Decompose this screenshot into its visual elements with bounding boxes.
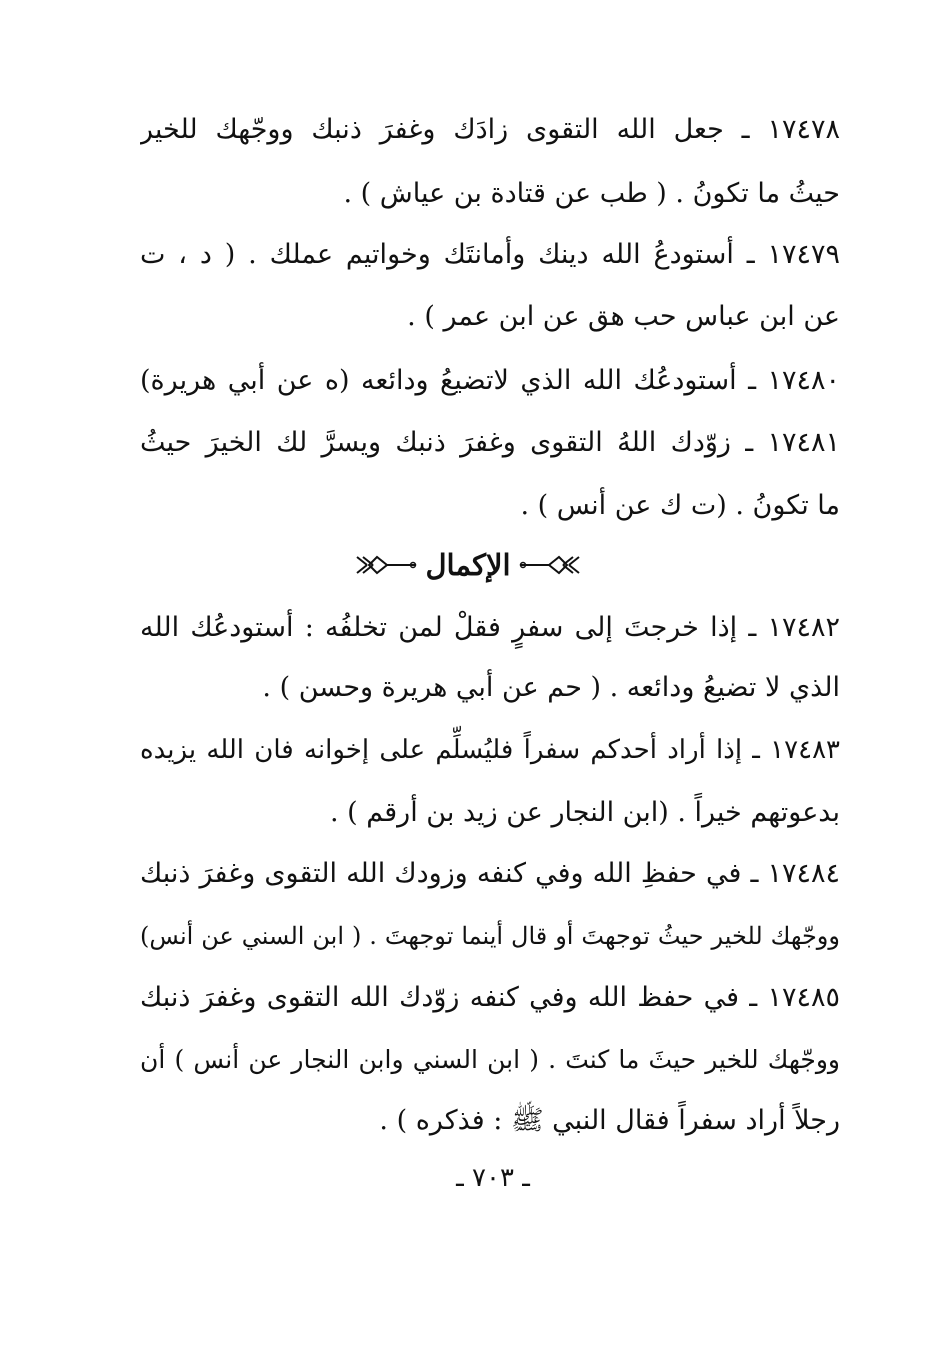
entry-17482-line-1: ١٧٤٨٢ ـ إذا خرجتَ إلى سفرٍ فقلْ لمن تخلفُه : أستودعُك الله [140, 612, 840, 643]
entry-17483-line-1: ١٧٤٨٣ ـ إذا أراد أحدكم سفراً فليُسلِّم على إخوانه فان الله يزيده [140, 735, 840, 765]
entry-17478-line-2: حيثُ ما تكونُ . ( طب عن قتادة بن عياش ) . [343, 178, 840, 209]
entry-17485-line-2: ووجّهك للخير حيثَ ما كنتَ . ( ابن السني وابن النجار عن أنس ) أن [140, 1045, 840, 1074]
ornament-right-icon [519, 553, 583, 577]
entry-17485-line-3: رجلاً أراد سفراً فقال النبي ﷺ : فذكره ) . [379, 1105, 840, 1136]
entry-17483-line-2: بدعوتهم خيراً . (ابن النجار عن زيد بن أرقم ) . [330, 797, 840, 828]
entry-17481-line-2: ما تكونُ . (ت ك عن أنس ) . [520, 490, 840, 521]
entry-17480-line-1: ١٧٤٨٠ ـ أستودعُك الله الذي لاتضيعُ ودائعه (ه عن أبي هريرة) [140, 365, 840, 396]
section-title: الإكمال [425, 548, 511, 582]
entry-17478-line-1: ١٧٤٧٨ ـ جعل الله التقوى زادَك وغفرَ ذنبك ووجّهك للخير [140, 114, 840, 145]
entry-17484-line-2: ووجّهك للخير حيثُ توجهتَ أو قال أينما توجهتَ . ( ابن السني عن أنس) [140, 922, 840, 950]
entry-17485-line-1: ١٧٤٨٥ ـ في حفظ الله وفي كنفه زوّدك الله التقوى وغفرَ ذنبك [140, 982, 840, 1013]
page-number: ـ ٧٠٣ ـ [456, 1163, 530, 1193]
ornament-left-icon [353, 553, 417, 577]
entry-17484-line-1: ١٧٤٨٤ ـ في حفظِ الله وفي كنفه وزودك الله التقوى وغفرَ ذنبك [140, 858, 840, 889]
entry-17479-line-1: ١٧٤٧٩ ـ أستودعُ الله دينك وأمانتَك وخواتيم عملك . ( د ، ت [140, 239, 840, 270]
entry-17479-line-2: عن ابن عباس حب هق عن ابن عمر ) . [407, 301, 840, 332]
entry-17482-line-2: الذي لا تضيعُ ودائعه . ( حم عن أبي هريرة وحسن ) . [262, 672, 840, 703]
section-heading [330, 538, 606, 592]
entry-17481-line-1: ١٧٤٨١ ـ زوّدك اللهُ التقوى وغفرَ ذنبك ويسرَّ لك الخيرَ حيثُ [140, 427, 840, 458]
